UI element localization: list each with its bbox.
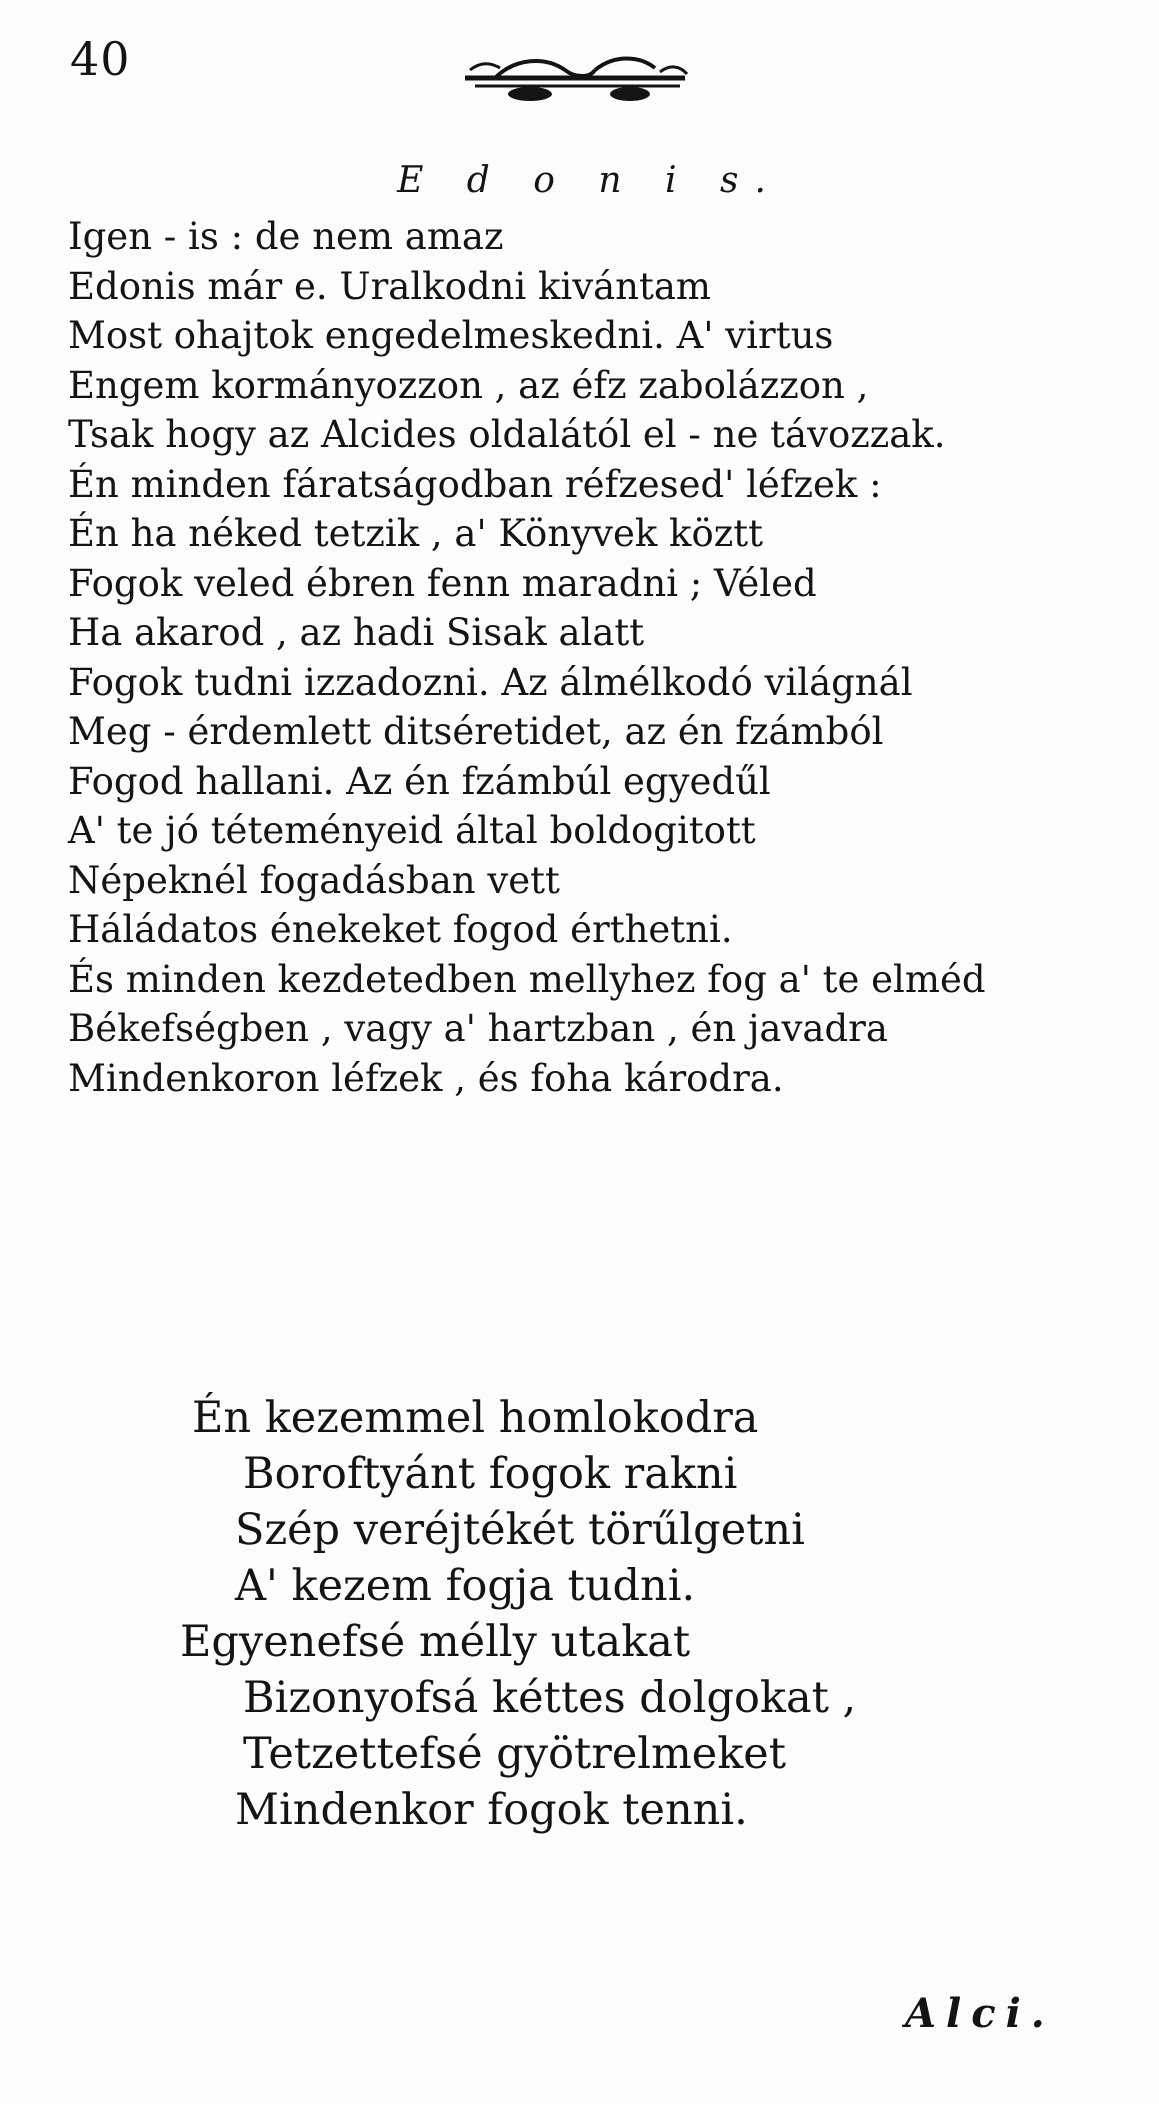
verse-line: Engem kormányozzon , az éfz zabolázzon , (68, 363, 869, 407)
song-line: A' kezem fogja tudni. (235, 1561, 696, 1611)
song-line: Tetzettefsé gyötrelmeket (243, 1729, 787, 1779)
song-line: Boroftyánt fogok rakni (243, 1449, 738, 1499)
song-line: Mindenkor fogok tenni. (235, 1785, 748, 1835)
verse-line: Edonis már e. Uralkodni kivántam (68, 264, 712, 308)
song-stanza (180, 1390, 1080, 1838)
verse-line: Meg - érdemlett ditséretidet, az én fzámból (68, 710, 884, 753)
verse-line: Ha akarod , az hadi Sisak alatt (68, 611, 645, 654)
verse-line: Fogok veled ébren fenn maradni ; Véled (68, 561, 817, 605)
verse-line: Fogod hallani. Az én fzámbúl egyedűl (68, 759, 771, 803)
verse-line: Békefségben , vagy a' hartzban , én javadra (68, 1007, 888, 1050)
verse-block (68, 212, 1108, 1103)
verse-line: Igen - is : de nem amaz (68, 215, 504, 258)
song-line: Egyenefsé mélly utakat (180, 1617, 691, 1667)
decorative-ornament-icon (455, 48, 695, 106)
verse-line: Én ha néked tetzik , a' Könyvek köztt (68, 512, 763, 555)
song-line: Én kezemmel homlokodra (192, 1393, 759, 1443)
page-number: 40 (70, 32, 131, 86)
catchword-next-speaker: Alci. (905, 1990, 1055, 2037)
song-line: Bizonyofsá kéttes dolgokat , (243, 1673, 857, 1723)
verse-line: Népeknél fogadásban vett (68, 858, 560, 902)
verse-line: A' te jó téteményeid által boldogitott (68, 809, 756, 852)
verse-line: És minden kezdetedben mellyhez fog a' te elméd (68, 957, 986, 1001)
verse-line: Most ohajtok engedelmeskedni. A' virtus (68, 314, 834, 357)
verse-line: Fogok tudni izzadozni. Az álmélkodó világnál (68, 660, 913, 704)
verse-line: Tsak hogy az Alcides oldalától el - ne távozzak. (68, 413, 946, 456)
verse-line: Háládatos énekeket fogod érthetni. (68, 908, 733, 951)
verse-line: Mindenkoron léfzek , és foha károdra. (68, 1056, 784, 1100)
song-line: Szép veréjtékét törűlgetni (235, 1505, 805, 1555)
speaker-heading: E d o n i s. (397, 160, 782, 201)
verse-line: Én minden fáratságodban réfzesed' léfzek : (68, 462, 882, 506)
